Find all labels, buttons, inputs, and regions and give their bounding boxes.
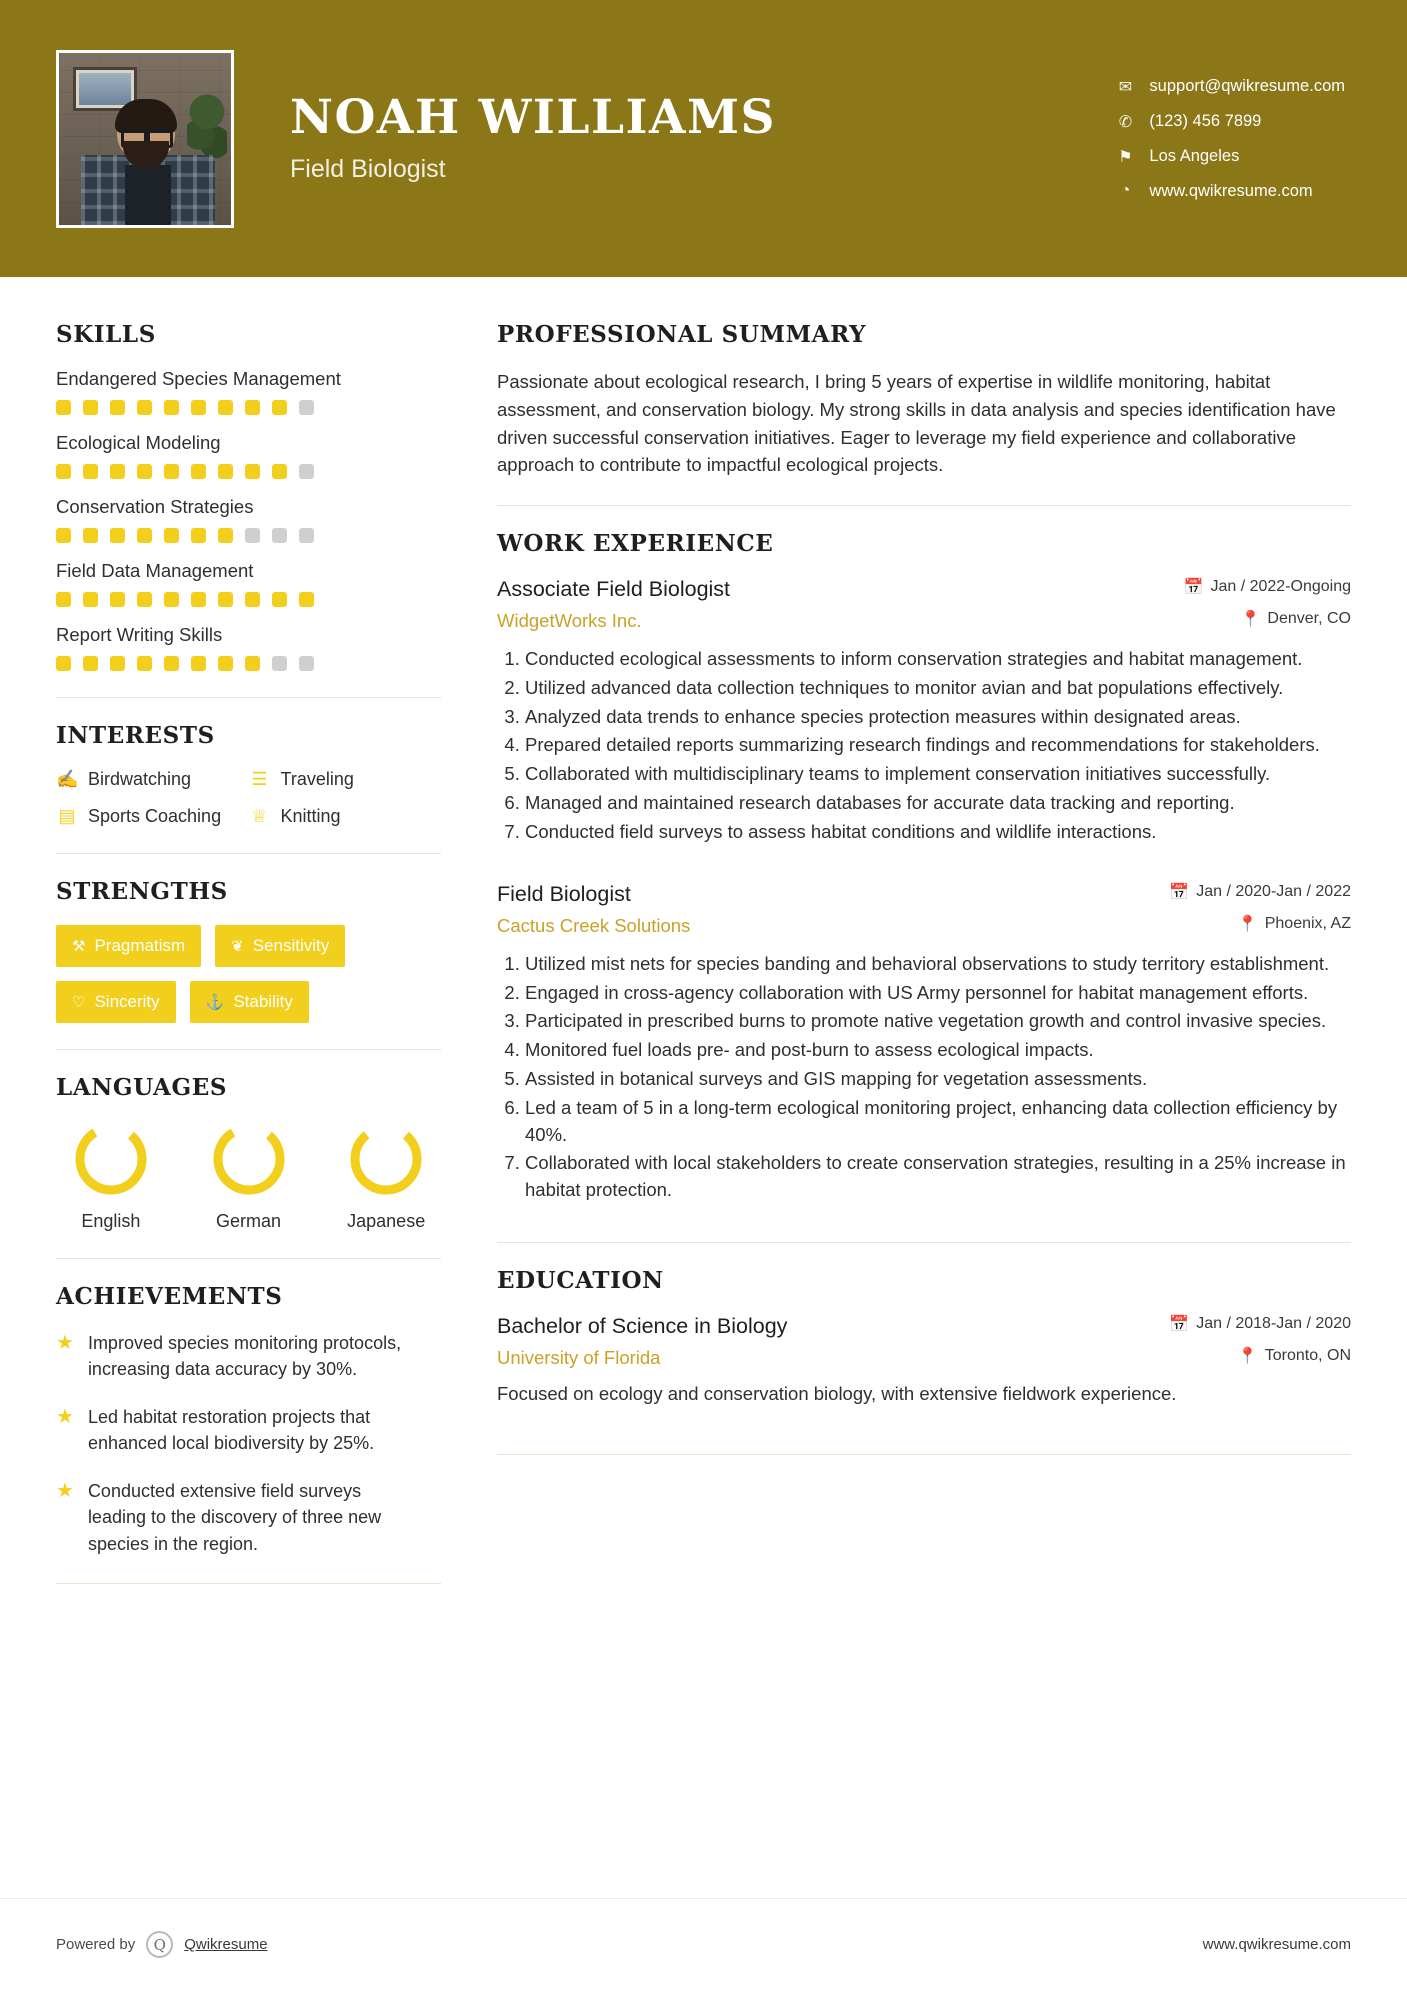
experience-item — [497, 577, 1351, 846]
achievement-text: Conducted extensive field surveys leading to the discovery of three new species in the region. — [87, 1481, 382, 1554]
interest-label: Birdwatching — [88, 769, 192, 789]
skill-rating — [56, 400, 441, 415]
resume-body — [0, 277, 1407, 1608]
interest-item — [249, 769, 442, 790]
skill-item — [56, 560, 441, 607]
achievement-item — [56, 1404, 441, 1456]
interests-list — [56, 769, 441, 827]
job-bullet: 4. Monitored fuel loads pre- and post-burn to assess ecological impacts. — [525, 1037, 1351, 1064]
job-company: WidgetWorks Inc. — [497, 610, 642, 631]
skill-rating — [56, 592, 441, 607]
interest-item — [56, 806, 249, 827]
achievement-text: Improved species monitoring protocols, increasing data accuracy by 30%. — [87, 1333, 402, 1380]
education-school: University of Florida — [497, 1347, 661, 1368]
section-title-summary: PROFESSIONAL SUMMARY — [497, 321, 867, 348]
page-footer — [0, 1898, 1407, 1990]
resume-header — [0, 0, 1407, 277]
location-pin-icon: ⚑ — [1118, 148, 1133, 166]
strengths-list — [56, 925, 441, 1023]
language-progress-ring — [348, 1121, 424, 1197]
job-title: Field Biologist — [497, 881, 631, 906]
section-title-languages: LANGUAGES — [56, 1074, 228, 1101]
skill-rating — [56, 464, 441, 479]
star-icon: ★ — [56, 1480, 74, 1503]
section-title-strengths: STRENGTHS — [56, 878, 228, 905]
job-bullets — [497, 646, 1351, 846]
education-description: Focused on ecology and conservation biology, with extensive fieldwork experience. — [497, 1383, 1177, 1404]
leaf-icon: ❦ — [231, 938, 244, 955]
divider — [497, 505, 1351, 506]
job-bullet: 7. Collaborated with local stakeholders to create conservation strategies, resulting in a 25% increase in habitat protection. — [525, 1150, 1351, 1204]
section-title-education: EDUCATION — [497, 1267, 664, 1294]
contact-website[interactable] — [1115, 182, 1345, 201]
page-title: NOAH WILLIAMS — [290, 89, 776, 145]
skill-rating — [56, 656, 441, 671]
bird-icon: ✍ — [56, 769, 79, 789]
phone-icon: ✆ — [1118, 113, 1133, 131]
job-location: Phoenix, AZ — [1264, 914, 1351, 932]
envelope-icon: ✉ — [1118, 78, 1133, 96]
globe-icon: ◔ — [1120, 182, 1131, 199]
contact-location — [1115, 147, 1345, 167]
star-icon: ★ — [56, 1406, 74, 1429]
footer-website[interactable]: www.qwikresume.com — [1202, 1936, 1351, 1953]
heart-icon: ♡ — [72, 994, 86, 1011]
skill-item — [56, 624, 441, 671]
job-bullet: 3. Participated in prescribed burns to promote native vegetation growth and control invasive species. — [525, 1008, 1351, 1035]
job-dates: Jan / 2020-Jan / 2022 — [1196, 882, 1351, 900]
contact-phone[interactable] — [1115, 112, 1345, 132]
divider — [56, 1583, 441, 1584]
achievement-item — [56, 1330, 441, 1382]
location-pin-icon: 📍 — [1240, 611, 1261, 628]
strength-chip — [56, 925, 201, 967]
skill-item — [56, 496, 441, 543]
section-title-skills: SKILLS — [56, 321, 156, 348]
strength-label: Sensitivity — [252, 936, 330, 955]
job-bullet: 1. Conducted ecological assessments to inform conservation strategies and habitat management. — [525, 646, 1351, 673]
job-bullet: 6. Led a team of 5 in a long-term ecological monitoring project, enhancing data collection efficiency by 40%. — [525, 1095, 1351, 1149]
strength-label: Pragmatism — [94, 936, 186, 955]
language-item — [331, 1121, 441, 1232]
calendar-icon: 📅 — [1169, 883, 1190, 901]
job-bullets — [497, 951, 1351, 1204]
interest-label: Traveling — [280, 769, 354, 789]
job-bullet: 2. Engaged in cross-agency collaboration with US Army personnel for habitat management efforts. — [525, 980, 1351, 1007]
trophy-icon: ♕ — [251, 806, 268, 826]
section-title-interests: INTERESTS — [56, 722, 215, 749]
job-bullet: 7. Conducted field surveys to assess habitat conditions and wildlife interactions. — [525, 819, 1351, 846]
interest-label: Sports Coaching — [88, 806, 222, 826]
clipboard-icon: ▤ — [58, 806, 76, 826]
contact-list — [1115, 77, 1351, 201]
sidebar — [0, 277, 497, 1608]
skill-rating — [56, 528, 441, 543]
achievements-list — [56, 1330, 441, 1557]
education-degree: Bachelor of Science in Biology — [497, 1314, 788, 1338]
skill-item — [56, 432, 441, 479]
divider — [56, 853, 441, 854]
job-bullet: 5. Collaborated with multidisciplinary teams to implement conservation initiatives successfully. — [525, 761, 1351, 788]
job-role: Field Biologist — [290, 154, 446, 183]
qwikresume-logo-icon: Q — [146, 1931, 173, 1958]
suitcase-icon: ☰ — [251, 769, 268, 789]
contact-location-text: Los Angeles — [1149, 147, 1240, 165]
job-bullet: 3. Analyzed data trends to enhance species protection measures within designated areas. — [525, 704, 1351, 731]
job-bullet: 6. Managed and maintained research databases for accurate data tracking and reporting. — [525, 790, 1351, 817]
strength-label: Sincerity — [94, 992, 160, 1011]
main-content — [497, 277, 1407, 1608]
language-label: Japanese — [347, 1211, 426, 1231]
skill-label: Ecological Modeling — [56, 432, 221, 453]
divider — [497, 1454, 1351, 1455]
language-progress-ring — [211, 1121, 287, 1197]
job-bullet: 4. Prepared detailed reports summarizing research findings and recommendations for stakeholders. — [525, 732, 1351, 759]
skill-item — [56, 368, 441, 415]
divider — [497, 1242, 1351, 1243]
job-company: Cactus Creek Solutions — [497, 914, 691, 936]
achievement-item — [56, 1478, 441, 1556]
strength-label: Stability — [233, 992, 293, 1011]
education-dates: Jan / 2018-Jan / 2020 — [1196, 1315, 1351, 1332]
contact-website-text: www.qwikresume.com — [1149, 181, 1313, 200]
language-progress-ring — [73, 1121, 149, 1197]
job-bullet: 5. Assisted in botanical surveys and GIS mapping for vegetation assessments. — [525, 1066, 1351, 1093]
hammer-icon: ⚒ — [72, 938, 86, 955]
calendar-icon: 📅 — [1169, 1316, 1190, 1333]
divider — [56, 1258, 441, 1259]
skill-label: Field Data Management — [56, 560, 254, 581]
strength-chip — [190, 981, 309, 1023]
languages-list — [56, 1121, 441, 1232]
interest-label: Knitting — [280, 806, 341, 826]
qwikresume-link[interactable]: Qwikresume — [184, 1936, 268, 1953]
language-label: German — [215, 1211, 282, 1231]
strength-chip — [215, 925, 345, 967]
section-title-achievements: ACHIEVEMENTS — [56, 1283, 283, 1310]
calendar-icon: 📅 — [1183, 579, 1204, 596]
language-item — [194, 1121, 304, 1232]
anchor-icon: ⚓ — [205, 994, 225, 1011]
divider — [56, 1049, 441, 1050]
interest-item — [56, 769, 249, 790]
experience-item — [497, 882, 1351, 1204]
job-bullet: 2. Utilized advanced data collection techniques to monitor avian and bat populations effectively. — [525, 675, 1351, 702]
contact-phone-text: (123) 456 7899 — [1149, 112, 1262, 130]
divider — [56, 697, 441, 698]
location-pin-icon: 📍 — [1237, 915, 1258, 933]
section-title-experience: WORK EXPERIENCE — [497, 530, 774, 557]
contact-email-text: support@qwikresume.com — [1149, 77, 1345, 95]
language-label: English — [81, 1211, 141, 1231]
language-item — [56, 1121, 166, 1232]
contact-email[interactable] — [1115, 77, 1345, 97]
powered-by-label: Powered by — [56, 1936, 136, 1953]
skill-label: Endangered Species Management — [56, 368, 341, 389]
name-block — [290, 89, 776, 184]
interest-item — [249, 806, 442, 827]
job-title: Associate Field Biologist — [497, 577, 731, 601]
strength-chip — [56, 981, 176, 1023]
education-location: Toronto, ON — [1264, 1347, 1351, 1364]
job-bullet: 1. Utilized mist nets for species banding and behavioral observations to study territory establishment. — [525, 951, 1351, 978]
avatar — [56, 50, 234, 228]
powered-by-block — [56, 1931, 268, 1958]
star-icon: ★ — [56, 1332, 74, 1354]
summary-text: Passionate about ecological research, I bring 5 years of expertise in wildlife monitoring, habitat assessment, and conservation biology. My strong skills in data analysis and species identification have driven successful conservation initiatives. Eager to leverage my field experience and collaborative approach to contribute to impactful ecological projects. — [497, 371, 1336, 476]
skill-label: Report Writing Skills — [56, 624, 223, 645]
skill-label: Conservation Strategies — [56, 496, 254, 517]
location-pin-icon: 📍 — [1237, 1348, 1258, 1365]
job-dates: Jan / 2022-Ongoing — [1210, 578, 1351, 595]
education-item — [497, 1314, 1351, 1408]
job-location: Denver, CO — [1267, 610, 1351, 627]
achievement-text: Led habitat restoration projects that enhanced local biodiversity by 25%. — [87, 1407, 375, 1454]
